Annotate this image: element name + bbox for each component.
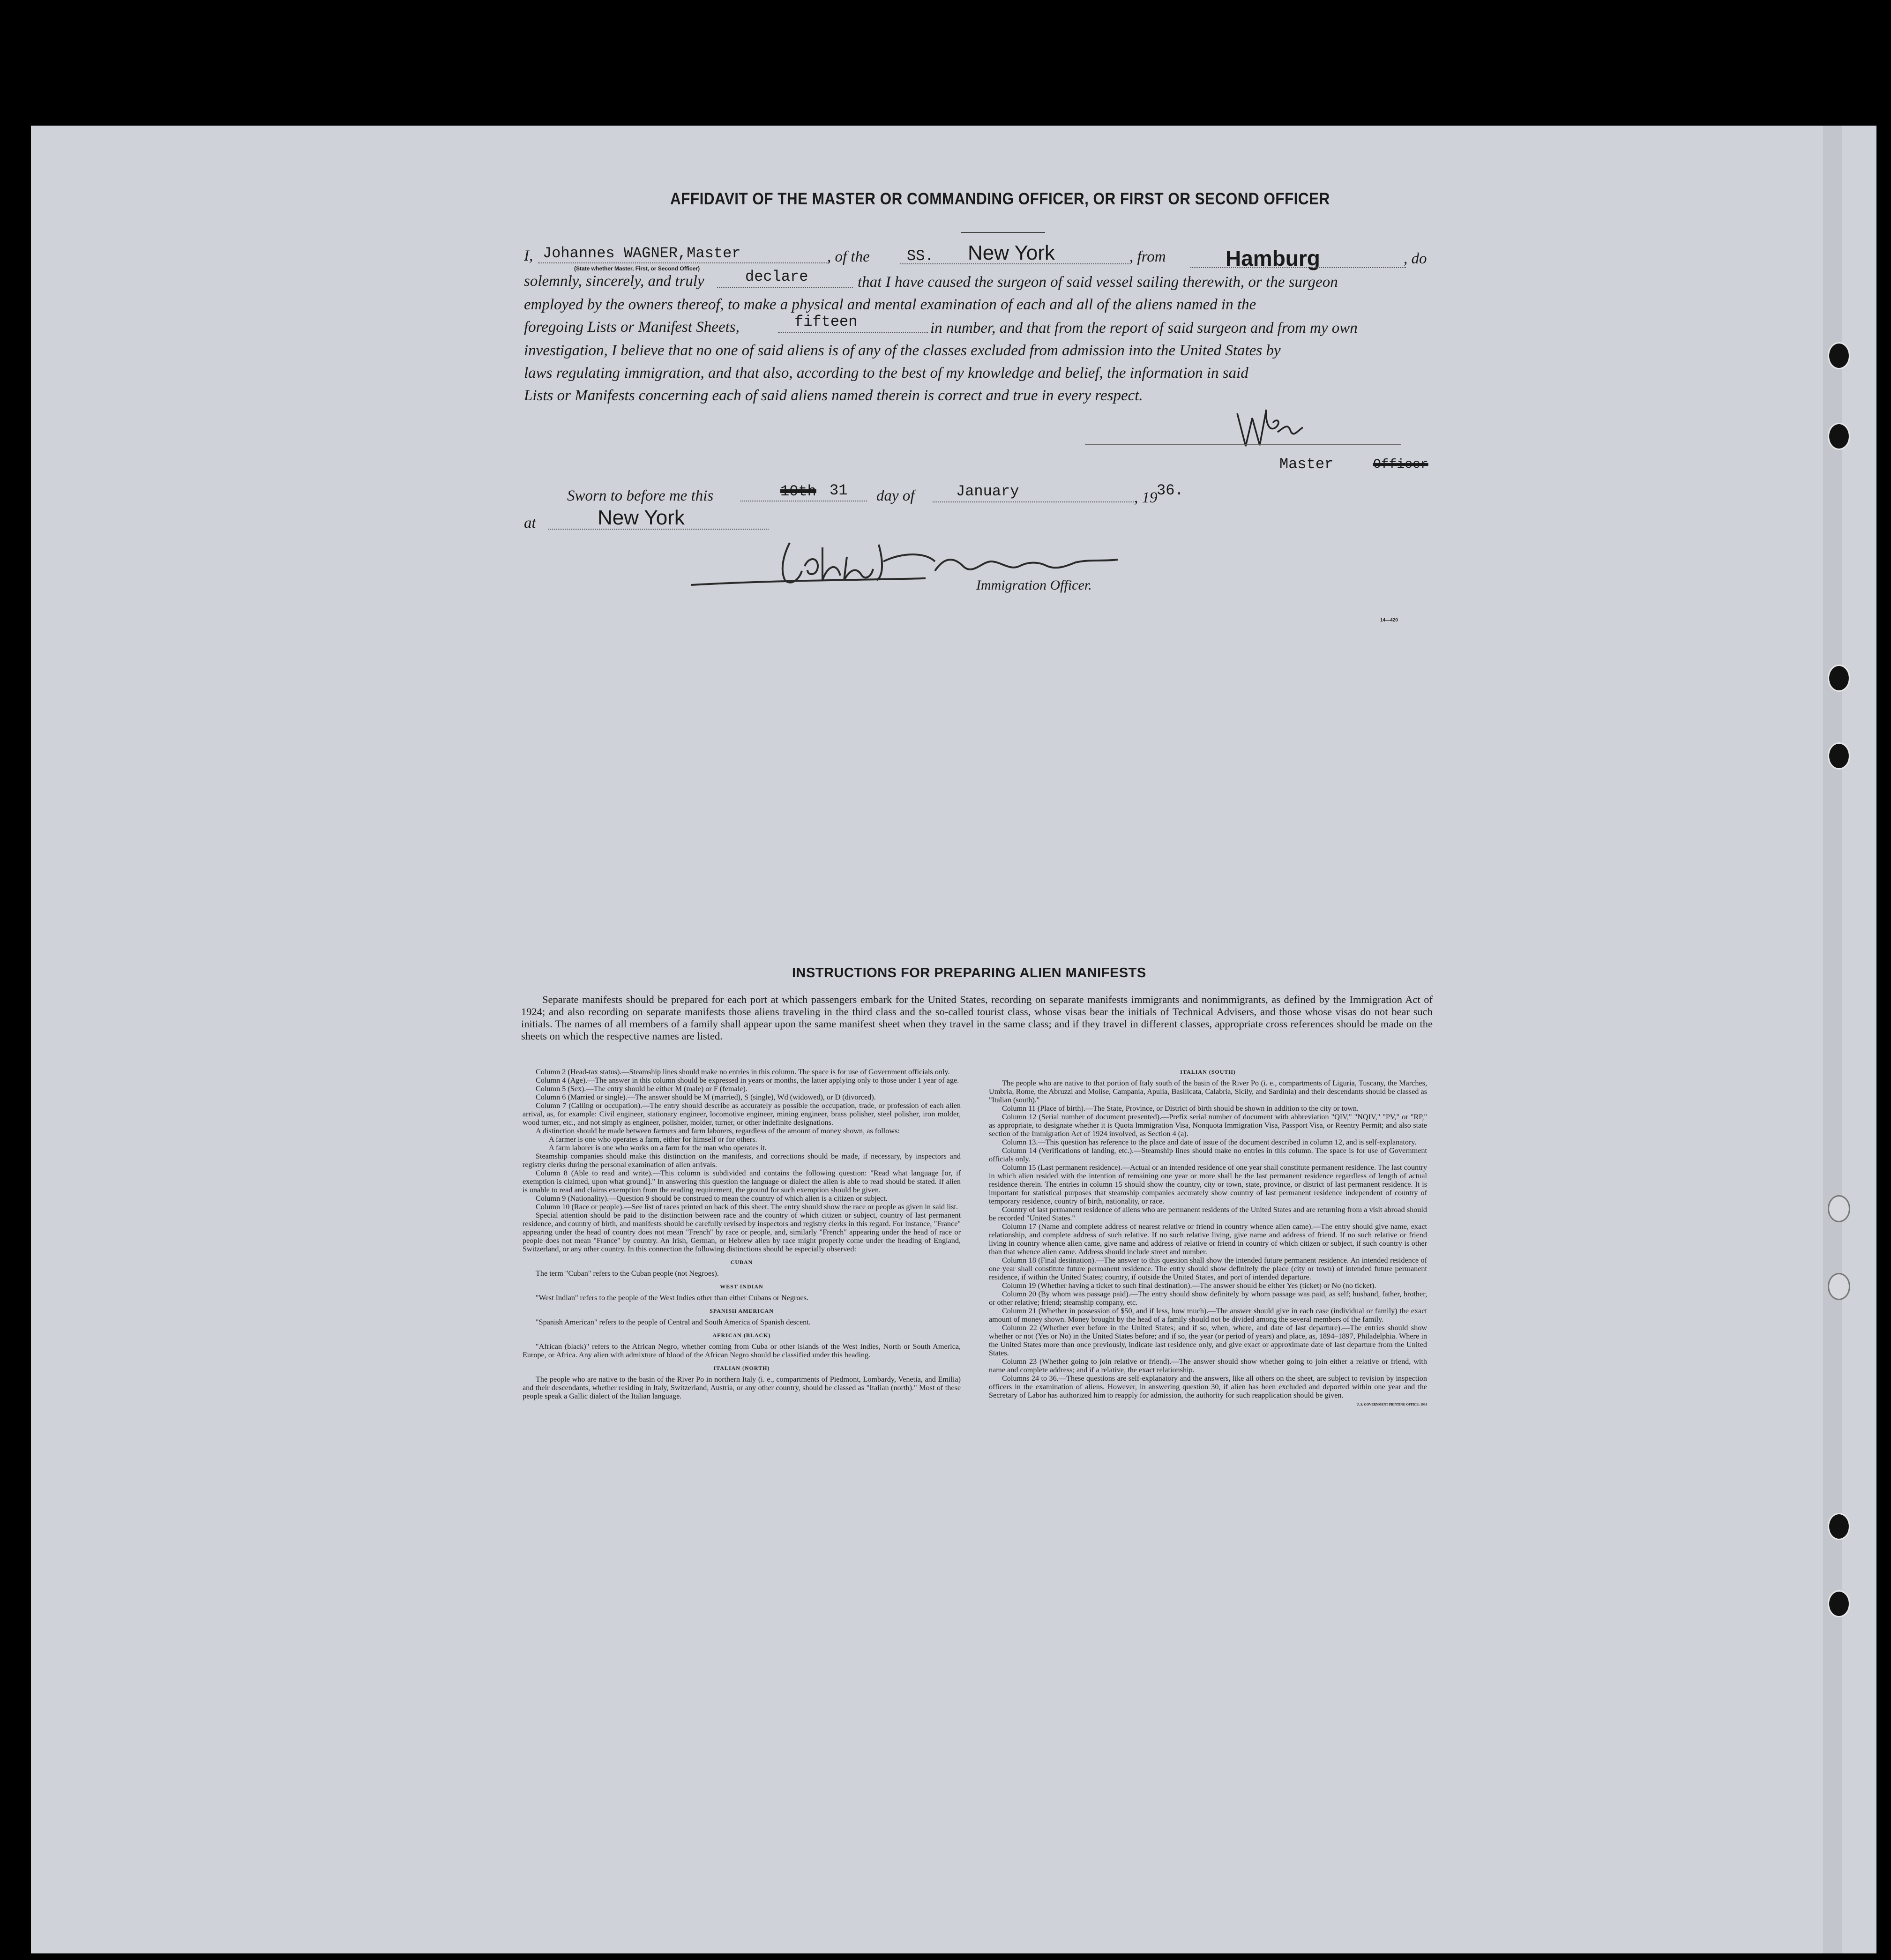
instruction-col17: Column 17 (Name and complete address of nearest relative or friend in country whence alien came).—The entry should give name, exact relationship, and complete address of such relative. If no such relative living, give name and address of friend. If no such relative or friend living in country whence alien came, give name and address of relative or friend in country of which citizen or subject, if such country is other than that whence alien came. Address should include street and number.	[989, 1222, 1427, 1256]
i-label: I,	[524, 247, 533, 264]
binder-hole-8	[1828, 1590, 1850, 1617]
instruction-col13: Column 13.—This question has reference to the place and date of issue of the document described in column 12, and is self-explanatory.	[1002, 1138, 1417, 1146]
heading-cuban: CUBAN	[730, 1259, 753, 1265]
sheet-edge	[1823, 126, 1842, 1953]
affidavit-title: AFFIDAVIT OF THE MASTER OR COMMANDING OFFICER, OR FIRST OR SECOND OFFICER	[670, 190, 1330, 208]
instruction-col20: Column 20 (By whom was passage paid).—The entry should show definitely by whom passage was paid, as self; husband, father, brother, or other relative; friend; steamship company, etc.	[989, 1290, 1427, 1307]
definition-italian-south: The people who are native to that portion of Italy south of the basin of the River Po (i. e., compartments of Liguria, Tuscany, the Marches, Umbria, Rome, the Abruzzi and Molise, Campania, Apulia, Basilicata, Calabria, Sicily, and Sardinia) and their descendants should be classed as "Italian (south)."	[989, 1079, 1427, 1104]
heading-italian-north: ITALIAN (NORTH)	[713, 1365, 770, 1371]
ship-prefix: SS.	[907, 247, 934, 265]
binder-hole-3	[1828, 665, 1850, 692]
title-rule	[961, 232, 1045, 233]
instruction-col19: Column 19 (Whether having a ticket to such final destination).—The answer should be either Yes (ticket) or No (no ticket).	[1002, 1281, 1376, 1290]
printing-office-note: U. S. GOVERNMENT PRINTING OFFICE: 1934	[1356, 1403, 1427, 1406]
binder-hole-1	[1828, 342, 1850, 369]
instruction-col4: Column 4 (Age).—The answer in this column should be expressed in years or months, the latter applying only to those under 1 year of age.	[536, 1076, 959, 1085]
binder-hole-2	[1828, 423, 1850, 450]
port-line	[1190, 267, 1406, 268]
place-line	[548, 529, 769, 530]
instructions-left-column	[523, 1068, 961, 1400]
heading-italian-south: ITALIAN (SOUTH)	[1180, 1069, 1236, 1075]
rank-struck: Officer	[1373, 457, 1428, 472]
instruction-col6: Column 6 (Married or single).—The answer should be M (married), S (single), Wd (widowed), or D (divorced).	[536, 1093, 876, 1101]
instruction-col15: Column 15 (Last permanent residence).—Actual or an intended residence of one year shall constitute permanent residence. The last country in which alien resided with the intention of remaining one year or more shall be the last permanent residence regardless of length of actual residence therein. The entries in column 15 should show the country, city or town, state, province, or district of last permanent residence. It is important for statistical purposes that steamship companies accurately show country of last permanent residence independent of country of temporary residence, country of birth, nationality, or race.	[989, 1163, 1427, 1205]
solemnly-label: solemnly, sincerely, and truly	[524, 273, 704, 290]
at-label: at	[524, 515, 536, 531]
officer-state-note: (State whether Master, First, or Second Officer)	[574, 265, 700, 272]
ship-name: New York	[968, 241, 1055, 264]
master-signature	[1233, 404, 1308, 451]
binder-hole-4	[1828, 742, 1850, 770]
definition-italian-north: The people who are native to the basin of the River Po in northern Italy (i. e., compartments of Piedmont, Lombardy, Venetia, and Emilia) and their descendants, whether residing in Italy, Switzerland, Austria, or any other country, should be classed as "Italian (north)." Most of these people speak a Gallic dialect of the Italian language.	[523, 1375, 961, 1400]
rank-typed: Master	[1279, 456, 1334, 473]
instruction-col18: Column 18 (Final destination).—The answer to this question shall show the intended future permanent residence. An intended residence of one year shall constitute future permanent residence. The entry should show definitely the place (city or town) of intended future permanent residence, if within the United States; country, if outside the United States, and port of intended departure.	[989, 1256, 1427, 1281]
ship-name-line	[900, 263, 1129, 264]
instruction-col2: Column 2 (Head-tax status).—Steamship lines should make no entries in this column. The space is for use of Government officials only.	[536, 1068, 950, 1076]
from-label: , from	[1129, 248, 1166, 265]
instruction-col14: Column 14 (Verifications of landing, etc.).—Steamship lines should make no entries in this column. The space is for use of Government officials only.	[989, 1146, 1427, 1163]
binder-hole-5	[1828, 1195, 1850, 1222]
sworn-day: 31	[830, 482, 848, 499]
affidavit-line-2: that I have caused the surgeon of said vessel sailing therewith, or the surgeon	[858, 274, 1338, 291]
instruction-col9: Column 9 (Nationality).—Question 9 should be construed to mean the country of which alien is a citizen or subject.	[536, 1194, 888, 1203]
day-struck: 10th	[780, 483, 816, 500]
binder-hole-6	[1828, 1273, 1850, 1300]
affidavit-line-3: employed by the owners thereof, to make a physical and mental examination of each and all of the aliens named in the	[524, 296, 1256, 313]
officer-title: Immigration Officer.	[976, 577, 1092, 593]
instruction-col22: Column 22 (Whether ever before in the United States; and if so, when, where, and date of last departure).—The entries should show whether or not (Yes or No) in the United States before; and if so, the year (or period of years) and place, as, 1894–1897, Philadelphia. Where in the United States more than once previously, indicate last residence only, and give exact or approximate date of last departure from the United States.	[989, 1324, 1427, 1357]
affidavit-line-5: investigation, I believe that no one of said aliens is of any of the classes excluded from admission into the United States by	[524, 342, 1281, 359]
affidavit-line-6: laws regulating immigration, and that also, according to the best of my knowledge and belief, the information in said	[524, 365, 1248, 382]
affidavit-line-4-rest: in number, and that from the report of said surgeon and from my own	[930, 320, 1358, 337]
instruction-col24-36: Columns 24 to 36.—These questions are self-explanatory and the answers, like all others on the sheet, are subject to revision by inspection officers in the examination of aliens. However, in answering question 30, if alien has been excluded and deported within one year and the Secretary of Labor has authorized him to reapply for admission, the authority for such reapplication should be given.	[989, 1374, 1427, 1399]
month-line	[933, 501, 1134, 502]
affidavit-line-7: Lists or Manifests concerning each of said aliens named therein is correct and true in every respect.	[524, 387, 1143, 404]
instruction-col11: Column 11 (Place of birth).—The State, Province, or District of birth should be shown in addition to the city or town.	[1002, 1104, 1359, 1113]
instruction-farmer: A farmer is one who operates a farm, either for himself or for others.	[549, 1135, 757, 1144]
year-suffix: 36.	[1157, 482, 1184, 499]
definition-spanish-american: "Spanish American" refers to the people of Central and South America of Spanish descent.	[536, 1318, 811, 1326]
heading-spanish-american: SPANISH AMERICAN	[710, 1308, 774, 1314]
sworn-month: January	[956, 483, 1019, 500]
sheet-count-line	[778, 332, 928, 333]
sworn-place: New York	[598, 506, 685, 529]
instruction-farmer-distinction: A distinction should be made between farmers and farm laborers, regardless of the amount of money shown, as follows:	[536, 1127, 900, 1135]
do-label: , do	[1404, 250, 1427, 267]
instruction-col8: Column 8 (Able to read and write).—This column is subdivided and contains the following question: "Read what language [or, if exemption is claimed, upon what ground]." In answering this question the language or dialect the alien is able to read should be stated. If alien is unable to read and claims exemption from the reading requirement, the ground for such exemption should be given.	[523, 1169, 961, 1194]
definition-african: "African (black)" refers to the African Negro, whether coming from Cuba or other islands of the West Indies, North or South America, Europe, or Africa. Any alien with admixture of blood of the African Negro should be classified under this heading.	[523, 1342, 961, 1359]
master-signature-line	[1085, 444, 1401, 445]
affidavit-line-4-start: foregoing Lists or Manifest Sheets,	[524, 319, 740, 336]
day-of-label: day of	[876, 487, 915, 504]
declare-word: declare	[745, 268, 808, 285]
instruction-col21: Column 21 (Whether in possession of $50, and if less, how much).—The answer should give in each case (individual or family) the exact amount of money shown. Money brought by the head of a family should not be divided among the several members of the family.	[989, 1307, 1427, 1324]
sheet-count: fifteen	[794, 313, 858, 330]
instruction-col23: Column 23 (Whether going to join relative or friend).—The answer should show whether going to join either a relative or friend, with name and complete address; and if a relative, the exact relationship.	[989, 1357, 1427, 1374]
form-number: 14—420	[1380, 618, 1398, 623]
binder-hole-7	[1828, 1513, 1850, 1540]
instructions-title: INSTRUCTIONS FOR PREPARING ALIEN MANIFESTS	[792, 965, 1146, 980]
instruction-steamship-distinction: Steamship companies should make this distinction on the manifests, and corrections should be made, if necessary, by inspectors and registry clerks during the personal examination of alien arrivals.	[523, 1152, 961, 1169]
declare-line	[717, 287, 853, 288]
instruction-col15-returning: Country of last permanent residence of aliens who are permanent residents of the United States and are returning from a visit abroad should be recorded "United States."	[989, 1205, 1427, 1222]
of-the-label: , of the	[827, 248, 870, 265]
instructions-intro: Separate manifests should be prepared for each port at which passengers embark for the United States, recording on separate manifests immigrants and nonimmigrants, as defined by the Immigration Act of 1924; and also recording on separate manifests those aliens traveling in the third class and the so-called tourist class, whose visas bear the initials of Technical Advisers, and those whose visas do not bear such initials. The names of all members of a family shall appear upon the same manifest sheet when they travel in the same class; and if they travel in different classes, appropriate cross references should be made on the sheets on which the respective names are listed.	[521, 994, 1433, 1042]
instruction-farm-laborer: A farm laborer is one who works on a farm for the man who operates it.	[549, 1144, 767, 1152]
instruction-col5: Column 5 (Sex).—The entry should be either M (male) or F (female).	[536, 1085, 747, 1093]
heading-african: AFRICAN (BLACK)	[712, 1332, 771, 1339]
instruction-col12: Column 12 (Serial number of document presented).—Prefix serial number of document with abbreviation "QIV," "NQIV," "PV," or "RP," as appropriate, to designate whether it is Quota Immigration Visa, Nonquota Immigration Visa, Passport Visa, or Reentry Permit; and also state section of the Immigration Act of 1924 involved, as Section 4 (a).	[989, 1113, 1427, 1138]
definition-cuban: The term "Cuban" refers to the Cuban people (not Negroes).	[536, 1269, 719, 1278]
port-name: Hamburg	[1226, 246, 1320, 270]
definition-west-indian: "West Indian" refers to the people of the West Indies other than either Cubans or Negroes.	[536, 1294, 809, 1302]
year-prefix: , 19	[1134, 489, 1158, 506]
instruction-col7: Column 7 (Calling or occupation).—The entry should describe as accurately as possible the occupation, trade, or profession of each alien arrival, as, for example: Civil engineer, stationary engineer, locomotive engineer, mining engineer, brass polisher, steel polisher, iron molder, wood turner, etc., and not simply as engineer, polisher, molder, turner, or other indefinite designations.	[523, 1101, 961, 1127]
instruction-race-distinction: Special attention should be paid to the distinction between race and the country of which citizen or subject, country of last permanent residence, and country of birth, and manifests should be carefully revised by inspectors and registry clerks in this regard. For instance, "France" appearing under the head of country does not mean "French" by race or people, and, similarly "French" appearing under the head of race or people does not mean "France" by country. An Irish, German, or Hebrew alien by race might properly come under the heading of England, Switzerland, or any other country. In this connection the following distinctions should be especially observed:	[523, 1211, 961, 1253]
instruction-col10: Column 10 (Race or people).—See list of races printed on back of this sheet. The entry should show the race or people as given in said list.	[536, 1203, 958, 1211]
sworn-label: Sworn to before me this	[567, 487, 714, 504]
officer-name: Johannes WAGNER,Master	[543, 245, 741, 262]
instructions-right-column	[989, 1068, 1427, 1409]
heading-west-indian: WEST INDIAN	[720, 1283, 763, 1290]
officer-name-line	[538, 262, 829, 263]
